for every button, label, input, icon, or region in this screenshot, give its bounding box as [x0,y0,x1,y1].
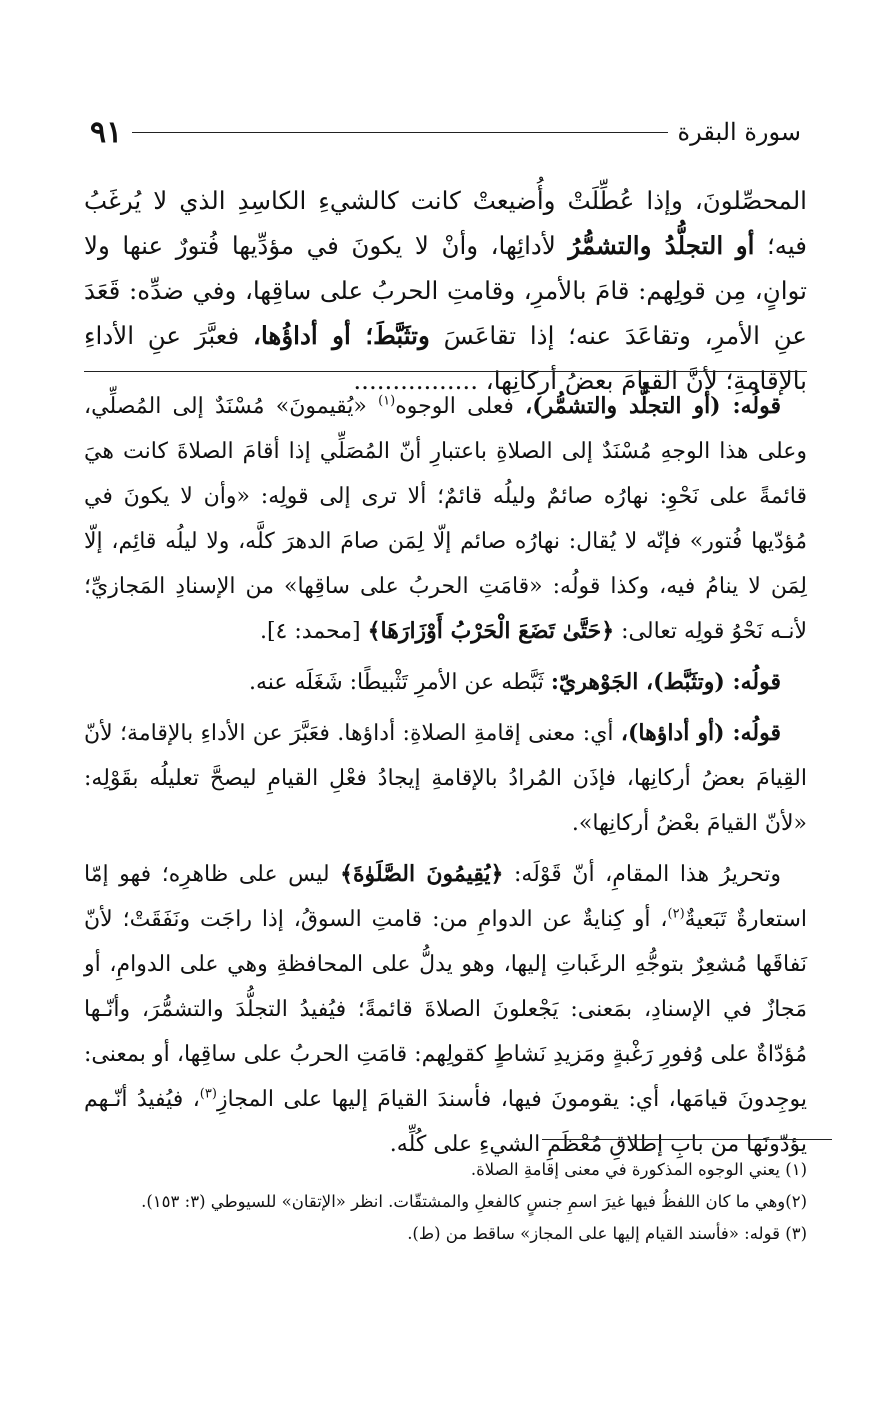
page-number: ٩١ [90,114,123,150]
p4-text-d: ، فيُفيدُ أنّـهم يؤدّونَها من بابِ إطلاقِ مُعْظَمِ الشيءِ على كُلِّه. [84,1087,807,1157]
p4-text-a: وتحريرُ هذا المقامِ، أنّ قَوْلَه: [513,862,781,887]
surah-title: سورة البقرة [677,118,801,146]
commentary-separator [84,371,807,372]
p1-lemma: قولُه: (أو التجلُّد والتشمُّر)، [525,393,781,419]
p1-reference: [محمد: ٤]. [259,619,361,644]
footnote-1: (١) يعني الوجوه المذكورة في معنى إقامةِ الصلاة. [470,1160,807,1179]
p4-text-b: ليس على ظاهرِه؛ فهو إمّا استعارةٌ تَبَعيةٌ [84,862,808,932]
matn-bold-1: أو [735,231,755,260]
matn-text-2: لأدائِها، وأنْ لا يكونَ في مؤدِّيها فُتورٌ عنها ولا توانٍ، مِن قولِهم: قامَ بالأمرِ، وقامتِ الحربُ على ساقِها، وفي ضدِّه: قَعَدَ عنِ الأمرِ، وتقاعَدَ عنه؛ إذا تقاعَسَ [84,231,807,350]
matn-dots: ................ [353,366,478,395]
footnote-3: (٣) قوله: «فأسند القيام إليها على المجاز» ساقط من (ط). [407,1224,807,1243]
commentary-paragraph-4 [84,852,807,1167]
commentary [84,384,807,1173]
matn-text-3: فعبَّرَ عنِ الأداءِ بالإقامةِ؛ لأنَّ القيامَ بعضُ أركانِها، [84,321,807,395]
footnote-2: (٢)وهي ما كان اللفظُ فيها غيرَ اسمِ جنسٍ كالفعلِ والمشتقّات. انظر «الإتقان» للسيوطي (٣: ١٥٣). [141,1192,807,1211]
commentary-paragraph-2 [84,660,807,705]
page-header [90,112,801,152]
commentary-paragraph-1 [84,384,807,654]
header-rule [132,132,667,133]
footnote-rule [542,1139,832,1140]
p1-text-a: فعلى الوجوه [395,394,514,419]
p2-lemma: قولُه: (وتثَبَّط)، الجَوْهريّ: [550,669,781,695]
main-text [84,178,807,403]
p2-text: ثَبَّطه عن الأمرِ تَثْبيطًا: شَغَلَه عنه. [248,670,544,695]
p4-text-c: ، أو كِنايةٌ عن الدوامِ من: قامتِ السوقُ، إذا راجَت ونَفَقَتْ؛ لأنّ نَفاقَها مُشعِرٌ بتوجُّهِ الرغَباتِ إليها، وهو يدلُّ على المحافظةِ وهي على الدوامِ، أو مَجازٌ في الإسنادِ، بمَعنى: يَجْعلونَ الصلاةَ قائمةً؛ فيُفيدُ التجلُّدَ والتشمُّرَ، وأنّـها مُؤدّاةٌ على وُفورِ رَغْبةٍ ومَزيدِ نَشاطٍ كقولِهم: قامَتِ الحربُ على ساقِها، أو بمعنى: يوجِدونَ قيامَها، أي: يقومونَ فيها، فأسندَ القيامَ إليها على المجازِ [84,907,807,1112]
matn-bold-3: وتثَبَّطَ؛ أو أداؤُها، [253,321,430,350]
matn-bold-2: التجلُّدُ والتشمُّرُ [568,231,724,260]
p4-quran-verse: ﴿يُقِيمُونَ الصَّلَوٰةَ﴾ [340,861,504,887]
footnote-ref-3: (٣) [199,1086,217,1102]
footnote-ref-1: (١) [378,393,396,409]
footnote-ref-2: (٢) [667,906,685,922]
p1-text-b: «يُقيمونَ» مُسْنَدٌ إلى المُصلِّي، وعلى هذا الوجهِ مُسْنَدٌ إلى الصلاةِ باعتبارِ أنّ المُصَلِّي إذا أقامَ الصلاةَ كانت هيَ قائمةً على نَحْوِ: نهارُه صائمٌ وليلُه قائمٌ؛ ألا ترى إلى قولِه: «وأن لا يكونَ في مُؤدّيها فُتور» فإنّه لا يُقال: نهارُه صائم إلّا لِمَن صامَ الدهرَ كلَّه، ولا ليلُه قائِم، إلّا لِمَن لا ينامُ فيه، وكذا قولُه: «قامَتِ الحربُ على ساقِها» من الإسنادِ المَجازيِّ؛ لأنـه نَحْوُ قولِه تعالى: [84,394,807,644]
commentary-paragraph-3 [84,711,807,846]
p1-quran-verse: ﴿حَتَّىٰ تَضَعَ الْحَرْبُ أَوْزَارَهَا﴾ [367,618,615,644]
p3-text: أي: معنى إقامةِ الصلاةِ: أداؤها. فعَبَّرَ عن الأداءِ بالإقامة؛ لأنّ القِيامَ بعضُ أركانِها، فإذَن المُرادُ بالإقامةِ إيجادُ فعْلِ القيامِ ليصحَّ تعليلُه بقَوْلِه: «لأنّ القيامَ بعْضُ أركانِها». [84,721,807,836]
p3-lemma: قولُه: (أو أداؤها)، [620,720,781,746]
footnotes [84,1154,807,1250]
matn-text-1: المحصِّلونَ، وإذا عُطِّلَتْ وأُضيعتْ كانت كالشيءِ الكاسِدِ الذي لا يُرغَبُ فيه؛ [84,186,807,260]
